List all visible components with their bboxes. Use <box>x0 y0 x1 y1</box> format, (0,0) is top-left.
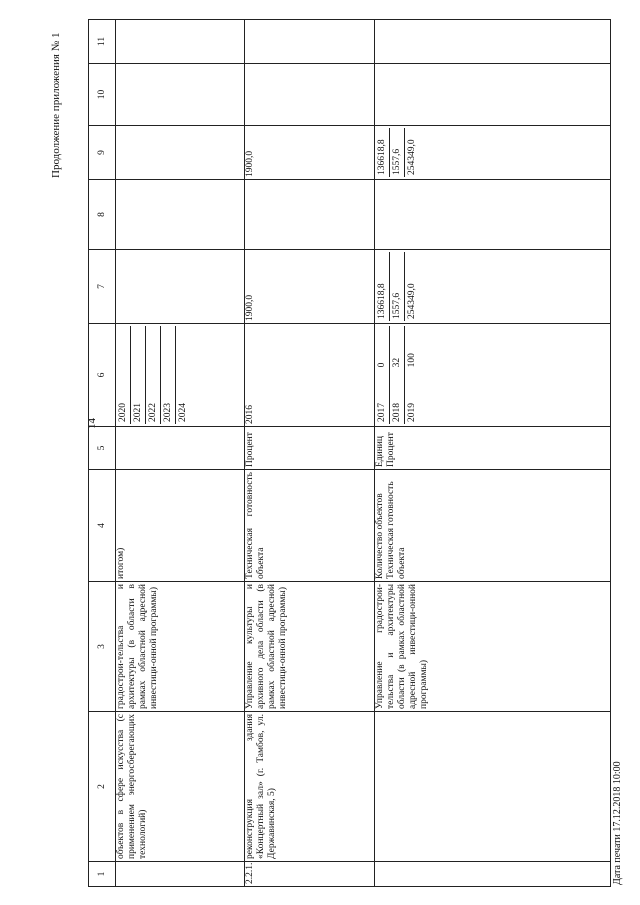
row-c-executor: Управление градострои-тельства и архитектуры области (в рамках областной адресной инвестици-онной программы) <box>375 582 611 712</box>
year-value: 2020 <box>116 341 131 424</box>
column-number: 6 <box>89 324 116 427</box>
table-row <box>116 20 245 887</box>
column-number-row <box>89 20 116 887</box>
row-c-years-cell <box>375 324 611 427</box>
indicator-unit: Единиц <box>375 436 385 467</box>
row-a-indicator: итогом) <box>116 470 245 582</box>
column-number: 7 <box>89 250 116 324</box>
print-date: Дата печати 17.12.2018 10:00 <box>612 761 623 885</box>
amount-value: 1557,6 <box>390 128 405 177</box>
column-number: 9 <box>89 126 116 180</box>
row-c-col7-cell <box>375 250 611 324</box>
year-value: 2017 <box>375 369 390 424</box>
entry-value: 100 <box>406 353 417 368</box>
column-number: 4 <box>89 470 116 582</box>
row-b-unit: Процент <box>245 427 375 470</box>
column-number: 5 <box>89 427 116 470</box>
amount-value: 254349,0 <box>406 283 417 319</box>
amount-value: 136618,8 <box>375 128 390 177</box>
row-b-col7: 1900,0 <box>245 250 375 324</box>
row-b-year: 2016 <box>245 324 375 427</box>
row-c-indicators <box>375 470 611 582</box>
table-row <box>245 20 375 887</box>
row-a-unit <box>116 427 245 470</box>
row-b-indicator: Техническая готовность объекта <box>245 470 375 582</box>
indicator-name: Техническая готовность объекта <box>386 481 407 579</box>
column-number: 2 <box>89 712 116 862</box>
row-b-col9: 1900,0 <box>245 126 375 180</box>
row-b-object: реконструкция здания «Концертный зал» (г. Тамбов, ул. Державинская, 5) <box>245 712 375 862</box>
year-value: 2023 <box>161 341 176 424</box>
row-a-executor: градострои-тельства и архитектуры (в области в рамках областной адресной инвестици-онной программы) <box>116 582 245 712</box>
indicator-unit: Процент <box>386 432 396 467</box>
column-number: 1 <box>89 862 116 887</box>
year-value: 2024 <box>177 403 188 422</box>
row-a-object: объектов в сфере искусства (с применением энергосберегающих технологий) <box>116 712 245 862</box>
row-c-units <box>375 427 611 470</box>
amount-value: 136618,8 <box>375 252 390 321</box>
continuation-label: Продолжение приложения № 1 <box>50 32 62 178</box>
row-b-number: 2.2.1. <box>245 862 375 887</box>
page-number: 14 <box>86 418 98 429</box>
entry-value: 0 <box>375 326 390 369</box>
year-value: 2022 <box>146 341 161 424</box>
year-value: 2021 <box>131 341 146 424</box>
row-a-years-cell <box>116 324 245 427</box>
entry-value: 32 <box>390 326 405 369</box>
column-number: 8 <box>89 180 116 250</box>
row-c-col9-cell <box>375 126 611 180</box>
year-value: 2018 <box>390 369 405 424</box>
year-value: 2019 <box>406 403 417 422</box>
column-number: 11 <box>89 20 116 64</box>
row-a-number <box>116 862 245 887</box>
data-table <box>88 19 611 887</box>
table-row <box>375 20 611 887</box>
amount-value: 1557,6 <box>390 252 405 321</box>
column-number: 10 <box>89 64 116 126</box>
amount-value: 254349,0 <box>406 139 417 175</box>
row-b-executor: Управление культуры и архивного дела области (в рамках областной адресной инвестици-онной программы) <box>245 582 375 712</box>
indicator-name: Количество объектов <box>375 493 385 579</box>
column-number: 3 <box>89 582 116 712</box>
